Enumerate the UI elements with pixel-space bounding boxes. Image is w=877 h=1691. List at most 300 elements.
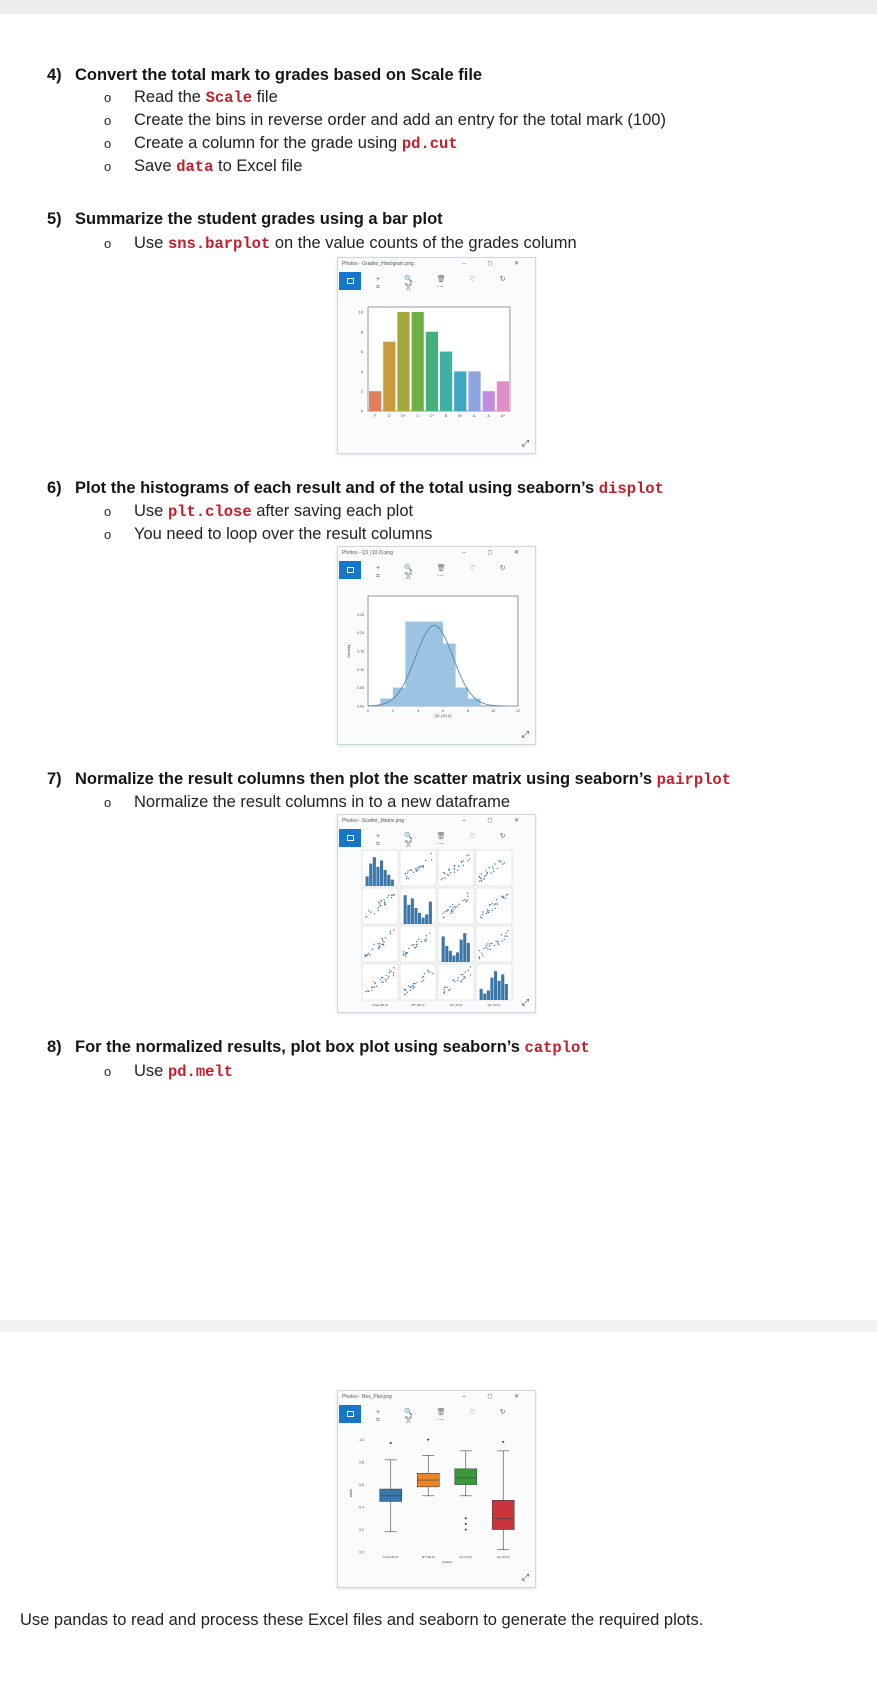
pair-point <box>501 934 502 935</box>
pair-point <box>503 896 504 897</box>
pair-hist-bar <box>425 914 428 924</box>
grades-histogram-window <box>337 257 536 454</box>
pair-hist-bar <box>449 951 452 962</box>
pair-point <box>365 991 366 992</box>
pair-point <box>487 872 488 873</box>
x-tick-label: B+ <box>458 414 463 418</box>
pair-point <box>414 947 415 948</box>
expand-icon[interactable]: ⤢ <box>521 438 529 448</box>
pair-point <box>501 896 502 897</box>
pair-point <box>413 944 414 945</box>
pair-point <box>385 979 386 980</box>
pair-point <box>485 870 486 871</box>
pair-point <box>432 973 433 974</box>
pair-point <box>489 945 490 946</box>
gallery-button[interactable] <box>339 561 361 579</box>
pair-point <box>467 893 468 894</box>
pair-point <box>492 903 493 904</box>
box-outlier <box>465 1517 467 1519</box>
pair-point <box>490 872 491 873</box>
pair-point <box>387 978 388 979</box>
y-tick-label: 0.25 <box>357 612 364 617</box>
pair-point <box>376 986 377 987</box>
pair-point <box>407 870 408 871</box>
pair-cell <box>438 888 474 924</box>
pair-point <box>365 916 366 917</box>
box-outlier <box>502 1441 504 1443</box>
pair-point <box>452 911 453 912</box>
x-tick-label: 8 <box>467 709 469 713</box>
pair-point <box>383 941 384 942</box>
bar-D+ <box>397 312 409 411</box>
section-7-heading: 7) Normalize the result columns then plot the scatter matrix using seaborn’s pairplot <box>47 770 732 789</box>
pair-hist-bar <box>404 895 407 924</box>
pair-point <box>379 947 380 948</box>
pair-point <box>391 895 392 896</box>
pair-point <box>449 989 450 990</box>
hist-bar <box>406 622 419 706</box>
section-6-heading: 6) Plot the histograms of each result and of the total using seaborn’s displot <box>47 479 664 498</box>
pair-point <box>458 865 459 866</box>
window-controls[interactable]: – ◻ ✕ <box>462 1394 529 1400</box>
code-catplot: catplot <box>524 1039 590 1057</box>
pair-hist-bar <box>490 978 493 1000</box>
pair-point <box>498 860 499 861</box>
pair-point <box>366 955 367 956</box>
pair-point <box>393 929 394 930</box>
pair-point <box>388 976 389 977</box>
x-tick-label: 0 <box>367 709 369 713</box>
pair-point <box>506 932 507 933</box>
pair-point <box>390 933 391 934</box>
pair-point <box>453 979 454 980</box>
pair-point <box>451 909 452 910</box>
pair-hist-bar <box>384 870 387 886</box>
pair-point <box>413 988 414 989</box>
pair-point <box>486 873 487 874</box>
pair-point <box>444 986 445 987</box>
expand-icon[interactable]: ⤢ <box>521 1572 529 1582</box>
y-tick-label: 0.4 <box>359 1505 364 1510</box>
pair-point <box>497 942 498 943</box>
pair-hist-bar <box>452 956 455 962</box>
pair-hist-bar <box>483 994 486 1000</box>
pair-point <box>428 970 429 971</box>
pair-point <box>486 945 487 946</box>
pair-point <box>378 910 379 911</box>
hist-bar <box>431 622 444 706</box>
pair-hist-bar <box>407 905 410 924</box>
q1-histogram-chart <box>338 580 535 740</box>
bar-C <box>412 312 424 411</box>
grades-bar-chart <box>338 291 535 449</box>
pair-point <box>380 979 381 980</box>
pair-hist-bar <box>498 981 501 1000</box>
pair-point <box>373 944 374 945</box>
pair-point <box>456 906 457 907</box>
x-tick-label: 4 <box>417 709 419 713</box>
pair-point <box>368 910 369 911</box>
pair-point <box>429 933 430 934</box>
y-tick-label: 0.8 <box>359 1460 364 1465</box>
pair-point <box>406 878 407 879</box>
bar-B+ <box>454 371 466 411</box>
pair-point <box>383 899 384 900</box>
pair-point <box>374 913 375 914</box>
toolbar-icons[interactable]: + 🔍 🗑 ♡ ↻ ⌗ ✂ ⋯ <box>376 833 517 848</box>
y-tick-label: 8 <box>360 329 363 335</box>
pair-point <box>447 910 448 911</box>
pair-point <box>457 980 458 981</box>
gallery-button[interactable] <box>339 272 361 290</box>
section-4-bullet-2: o Create the bins in reverse order and add an entry for the total mark (100) <box>104 111 666 129</box>
pair-point <box>488 867 489 868</box>
pair-hist-bar <box>414 908 417 924</box>
window-title: Photos - Grades_Histogram.png – ◻ ✕ <box>338 258 535 271</box>
pair-point <box>470 966 471 967</box>
x-tick-label: 12 <box>516 709 520 713</box>
pair-point <box>479 881 480 882</box>
pair-point <box>406 876 407 877</box>
expand-icon[interactable]: ⤢ <box>521 729 529 739</box>
toolbar-icons[interactable]: + 🔍 🗑 ♡ ↻ ⌗ ✂ ⋯ <box>376 276 517 291</box>
pair-point <box>479 958 480 959</box>
pair-point <box>481 873 482 874</box>
pair-point <box>455 907 456 908</box>
bar-D <box>383 342 395 411</box>
hist-bar <box>418 622 431 706</box>
pair-point <box>379 945 380 946</box>
pair-point <box>444 873 445 874</box>
pair-point <box>387 897 388 898</box>
pair-point <box>385 904 386 905</box>
pair-point <box>410 870 411 871</box>
pair-point <box>465 972 466 973</box>
pair-hist-bar <box>480 989 483 1000</box>
y-tick-label: 0.15 <box>357 649 364 654</box>
pair-point <box>420 865 421 866</box>
y-tick-label: 10 <box>358 309 363 315</box>
pair-point <box>393 967 394 968</box>
box-Final (50.0) <box>380 1489 402 1501</box>
pair-point <box>405 873 406 874</box>
pair-point <box>463 976 464 977</box>
pair-point <box>384 902 385 903</box>
pair-point <box>368 953 369 954</box>
x-tick-label: B <box>444 414 448 418</box>
pair-point <box>385 937 386 938</box>
pair-point <box>383 982 384 983</box>
pair-point <box>506 936 507 937</box>
pair-point <box>463 865 464 866</box>
pair-x-label: MT (30.0) <box>411 1003 425 1007</box>
pair-point <box>487 909 488 910</box>
pair-point <box>480 916 481 917</box>
pair-point <box>423 979 424 980</box>
pair-point <box>421 981 422 982</box>
q1-histogram-window <box>337 546 536 745</box>
pair-point <box>490 949 491 950</box>
x-tick-label: A+ <box>500 414 506 418</box>
window-toolbar <box>338 1404 535 1424</box>
pair-point <box>381 900 382 901</box>
pair-point <box>431 859 432 860</box>
x-tick-label: 6 <box>442 709 444 713</box>
section-8-heading: 8) For the normalized results, plot box plot using seaborn’s catplot <box>47 1038 590 1057</box>
pair-point <box>491 943 492 944</box>
pair-point <box>494 904 495 905</box>
pair-point <box>418 939 419 940</box>
pair-hist-bar <box>418 913 421 924</box>
box-plot-chart <box>338 1424 535 1584</box>
box-outlier <box>427 1439 429 1441</box>
pair-point <box>482 914 483 915</box>
pair-point <box>454 869 455 870</box>
pair-point <box>423 976 424 977</box>
code-displot: displot <box>598 480 664 498</box>
pair-point <box>484 876 485 877</box>
y-tick-label: 0.20 <box>357 631 364 636</box>
pair-point <box>385 980 386 981</box>
bar-A <box>483 391 495 411</box>
pair-cell <box>476 926 512 962</box>
pair-point <box>365 956 366 957</box>
pair-point <box>421 941 422 942</box>
pair-point <box>485 875 486 876</box>
pair-point <box>444 991 445 992</box>
pair-hist-bar <box>487 990 490 1000</box>
pair-point <box>498 944 499 945</box>
pair-point <box>413 986 414 987</box>
pair-point <box>416 982 417 983</box>
pair-hist-bar <box>501 974 504 1000</box>
pair-point <box>487 943 488 944</box>
pair-point <box>404 994 405 995</box>
x-tick-label: 10 <box>491 709 495 713</box>
code-pd-melt: pd.melt <box>167 1063 234 1081</box>
pair-point <box>504 862 505 863</box>
window-title: Photos - Box_Plot.png – ◻ ✕ <box>338 1391 535 1404</box>
x-tick-label: D+ <box>401 414 406 418</box>
window-toolbar <box>338 828 535 848</box>
pair-point <box>408 985 409 986</box>
pair-point <box>391 897 392 898</box>
y-tick-label: 0.10 <box>357 667 364 672</box>
pair-point <box>403 954 404 955</box>
pair-point <box>442 913 443 914</box>
pair-point <box>488 912 489 913</box>
pair-point <box>443 989 444 990</box>
pair-point <box>507 894 508 895</box>
window-title: Photos - Scatter_Matrix.png – ◻ ✕ <box>338 815 535 828</box>
pair-hist-bar <box>456 952 459 962</box>
expand-icon[interactable]: ⤢ <box>521 997 529 1007</box>
pair-point <box>370 911 371 912</box>
pair-point <box>408 948 409 949</box>
pair-point <box>379 903 380 904</box>
y-axis-label: value <box>349 1488 353 1498</box>
pair-point <box>450 906 451 907</box>
pair-point <box>505 898 506 899</box>
gallery-button[interactable] <box>339 1405 361 1423</box>
pair-point <box>368 991 369 992</box>
window-title: Photos - Q1 (10.0).png – ◻ ✕ <box>338 547 535 560</box>
pair-point <box>426 939 427 940</box>
pair-point <box>416 946 417 947</box>
section-8-bullet-1: o Use pd.melt <box>104 1062 234 1081</box>
pair-point <box>467 896 468 897</box>
pair-point <box>408 878 409 879</box>
pair-cell <box>438 964 474 1000</box>
pair-point <box>454 981 455 982</box>
pair-point <box>497 903 498 904</box>
pair-point <box>417 867 418 868</box>
pair-point <box>466 901 467 902</box>
pair-point <box>390 931 391 932</box>
pair-point <box>405 955 406 956</box>
pair-hist-bar <box>505 984 508 1000</box>
pair-point <box>448 990 449 991</box>
pair-hist-bar <box>429 902 432 924</box>
pair-point <box>496 941 497 942</box>
section-6-bullet-2: o You need to loop over the result columns <box>104 525 433 543</box>
pair-point <box>446 911 447 912</box>
y-tick-label: 2 <box>360 388 363 394</box>
pair-cell <box>400 850 436 886</box>
pair-point <box>375 983 376 984</box>
hist-bar <box>468 699 481 706</box>
section-6-bullet-1: o Use plt.close after saving each plot <box>104 502 414 521</box>
hist-bar <box>443 644 456 706</box>
pair-point <box>371 990 372 991</box>
pair-point <box>463 860 464 861</box>
pair-point <box>448 868 449 869</box>
pair-point <box>421 977 422 978</box>
pair-point <box>507 930 508 931</box>
y-axis-label: Density <box>346 644 351 658</box>
pair-point <box>481 917 482 918</box>
window-controls[interactable]: – ◻ ✕ <box>462 818 529 824</box>
x-tick-label: A <box>487 414 490 418</box>
pair-point <box>382 944 383 945</box>
pair-point <box>494 863 495 864</box>
pair-point <box>403 951 404 952</box>
pair-point <box>503 897 504 898</box>
pair-point <box>452 909 453 910</box>
y-tick-label: 0.00 <box>357 704 364 709</box>
bar-B <box>440 352 452 411</box>
bar-C+ <box>426 332 438 411</box>
pair-point <box>374 987 375 988</box>
pair-point <box>430 972 431 973</box>
pair-point <box>416 870 417 871</box>
page-break-divider <box>0 1320 877 1332</box>
pair-point <box>426 935 427 936</box>
y-tick-label: 1.0 <box>359 1438 364 1443</box>
pair-point <box>479 877 480 878</box>
pair-point <box>497 868 498 869</box>
pair-point <box>494 945 495 946</box>
pair-hist-bar <box>366 876 369 886</box>
y-tick-label: 0.2 <box>359 1528 364 1533</box>
y-tick-label: 0.05 <box>357 686 364 691</box>
pair-point <box>467 899 468 900</box>
pair-point <box>379 905 380 906</box>
pair-point <box>501 940 502 941</box>
pair-point <box>441 879 442 880</box>
pair-hist-bar <box>442 936 445 962</box>
pair-point <box>466 855 467 856</box>
pair-hist-bar <box>376 867 379 886</box>
pair-point <box>446 987 447 988</box>
pair-point <box>487 948 488 949</box>
pair-point <box>461 861 462 862</box>
pair-point <box>482 911 483 912</box>
pair-point <box>470 974 471 975</box>
pair-hist-bar <box>463 933 466 962</box>
pair-point <box>486 947 487 948</box>
pair-point <box>482 955 483 956</box>
toolbar-icons[interactable]: + 🔍 🗑 ♡ ↻ ⌗ ✂ ⋯ <box>376 565 517 580</box>
box-plot-window <box>337 1390 536 1588</box>
pair-point <box>407 992 408 993</box>
pair-hist-bar <box>387 875 390 886</box>
pair-point <box>381 977 382 978</box>
gallery-button[interactable] <box>339 829 361 847</box>
pair-point <box>391 971 392 972</box>
pair-point <box>414 983 415 984</box>
pair-point <box>369 955 370 956</box>
pair-point <box>444 911 445 912</box>
y-tick-label: 0 <box>360 408 363 414</box>
y-tick-label: 6 <box>360 349 363 355</box>
pair-point <box>454 865 455 866</box>
window-controls[interactable]: – ◻ ✕ <box>462 550 529 556</box>
pair-point <box>447 874 448 875</box>
pair-point <box>374 982 375 983</box>
pair-hist-bar <box>494 971 497 1000</box>
section-4-heading: 4) Convert the total mark to grades based on Scale file <box>47 66 483 84</box>
pair-point <box>393 975 394 976</box>
window-controls[interactable]: – ◻ ✕ <box>462 261 529 267</box>
y-tick-label: 0.6 <box>359 1483 364 1488</box>
x-tick-label: Q2 (10.0) <box>496 1555 510 1559</box>
pair-point <box>424 973 425 974</box>
pair-point <box>378 948 379 949</box>
pair-point <box>487 911 488 912</box>
pair-point <box>412 944 413 945</box>
pair-point <box>389 972 390 973</box>
pair-point <box>458 977 459 978</box>
y-tick-label: 0.0 <box>359 1550 364 1555</box>
pair-point <box>490 943 491 944</box>
pair-cell <box>476 888 512 924</box>
y-tick-label: 4 <box>360 368 363 374</box>
pair-point <box>468 970 469 971</box>
pair-point <box>382 940 383 941</box>
pair-point <box>492 910 493 911</box>
pair-point <box>481 953 482 954</box>
pair-point <box>372 949 373 950</box>
toolbar-icons[interactable]: + 🔍 🗑 ♡ ↻ ⌗ ✂ ⋯ <box>376 1409 517 1424</box>
pair-point <box>405 990 406 991</box>
pair-point <box>504 935 505 936</box>
x-tick-label: MT (30.0) <box>421 1555 435 1559</box>
pair-point <box>464 899 465 900</box>
x-axis-label: Q1 (10.0) <box>434 713 452 718</box>
box-outlier <box>465 1529 467 1531</box>
pair-point <box>479 956 480 957</box>
